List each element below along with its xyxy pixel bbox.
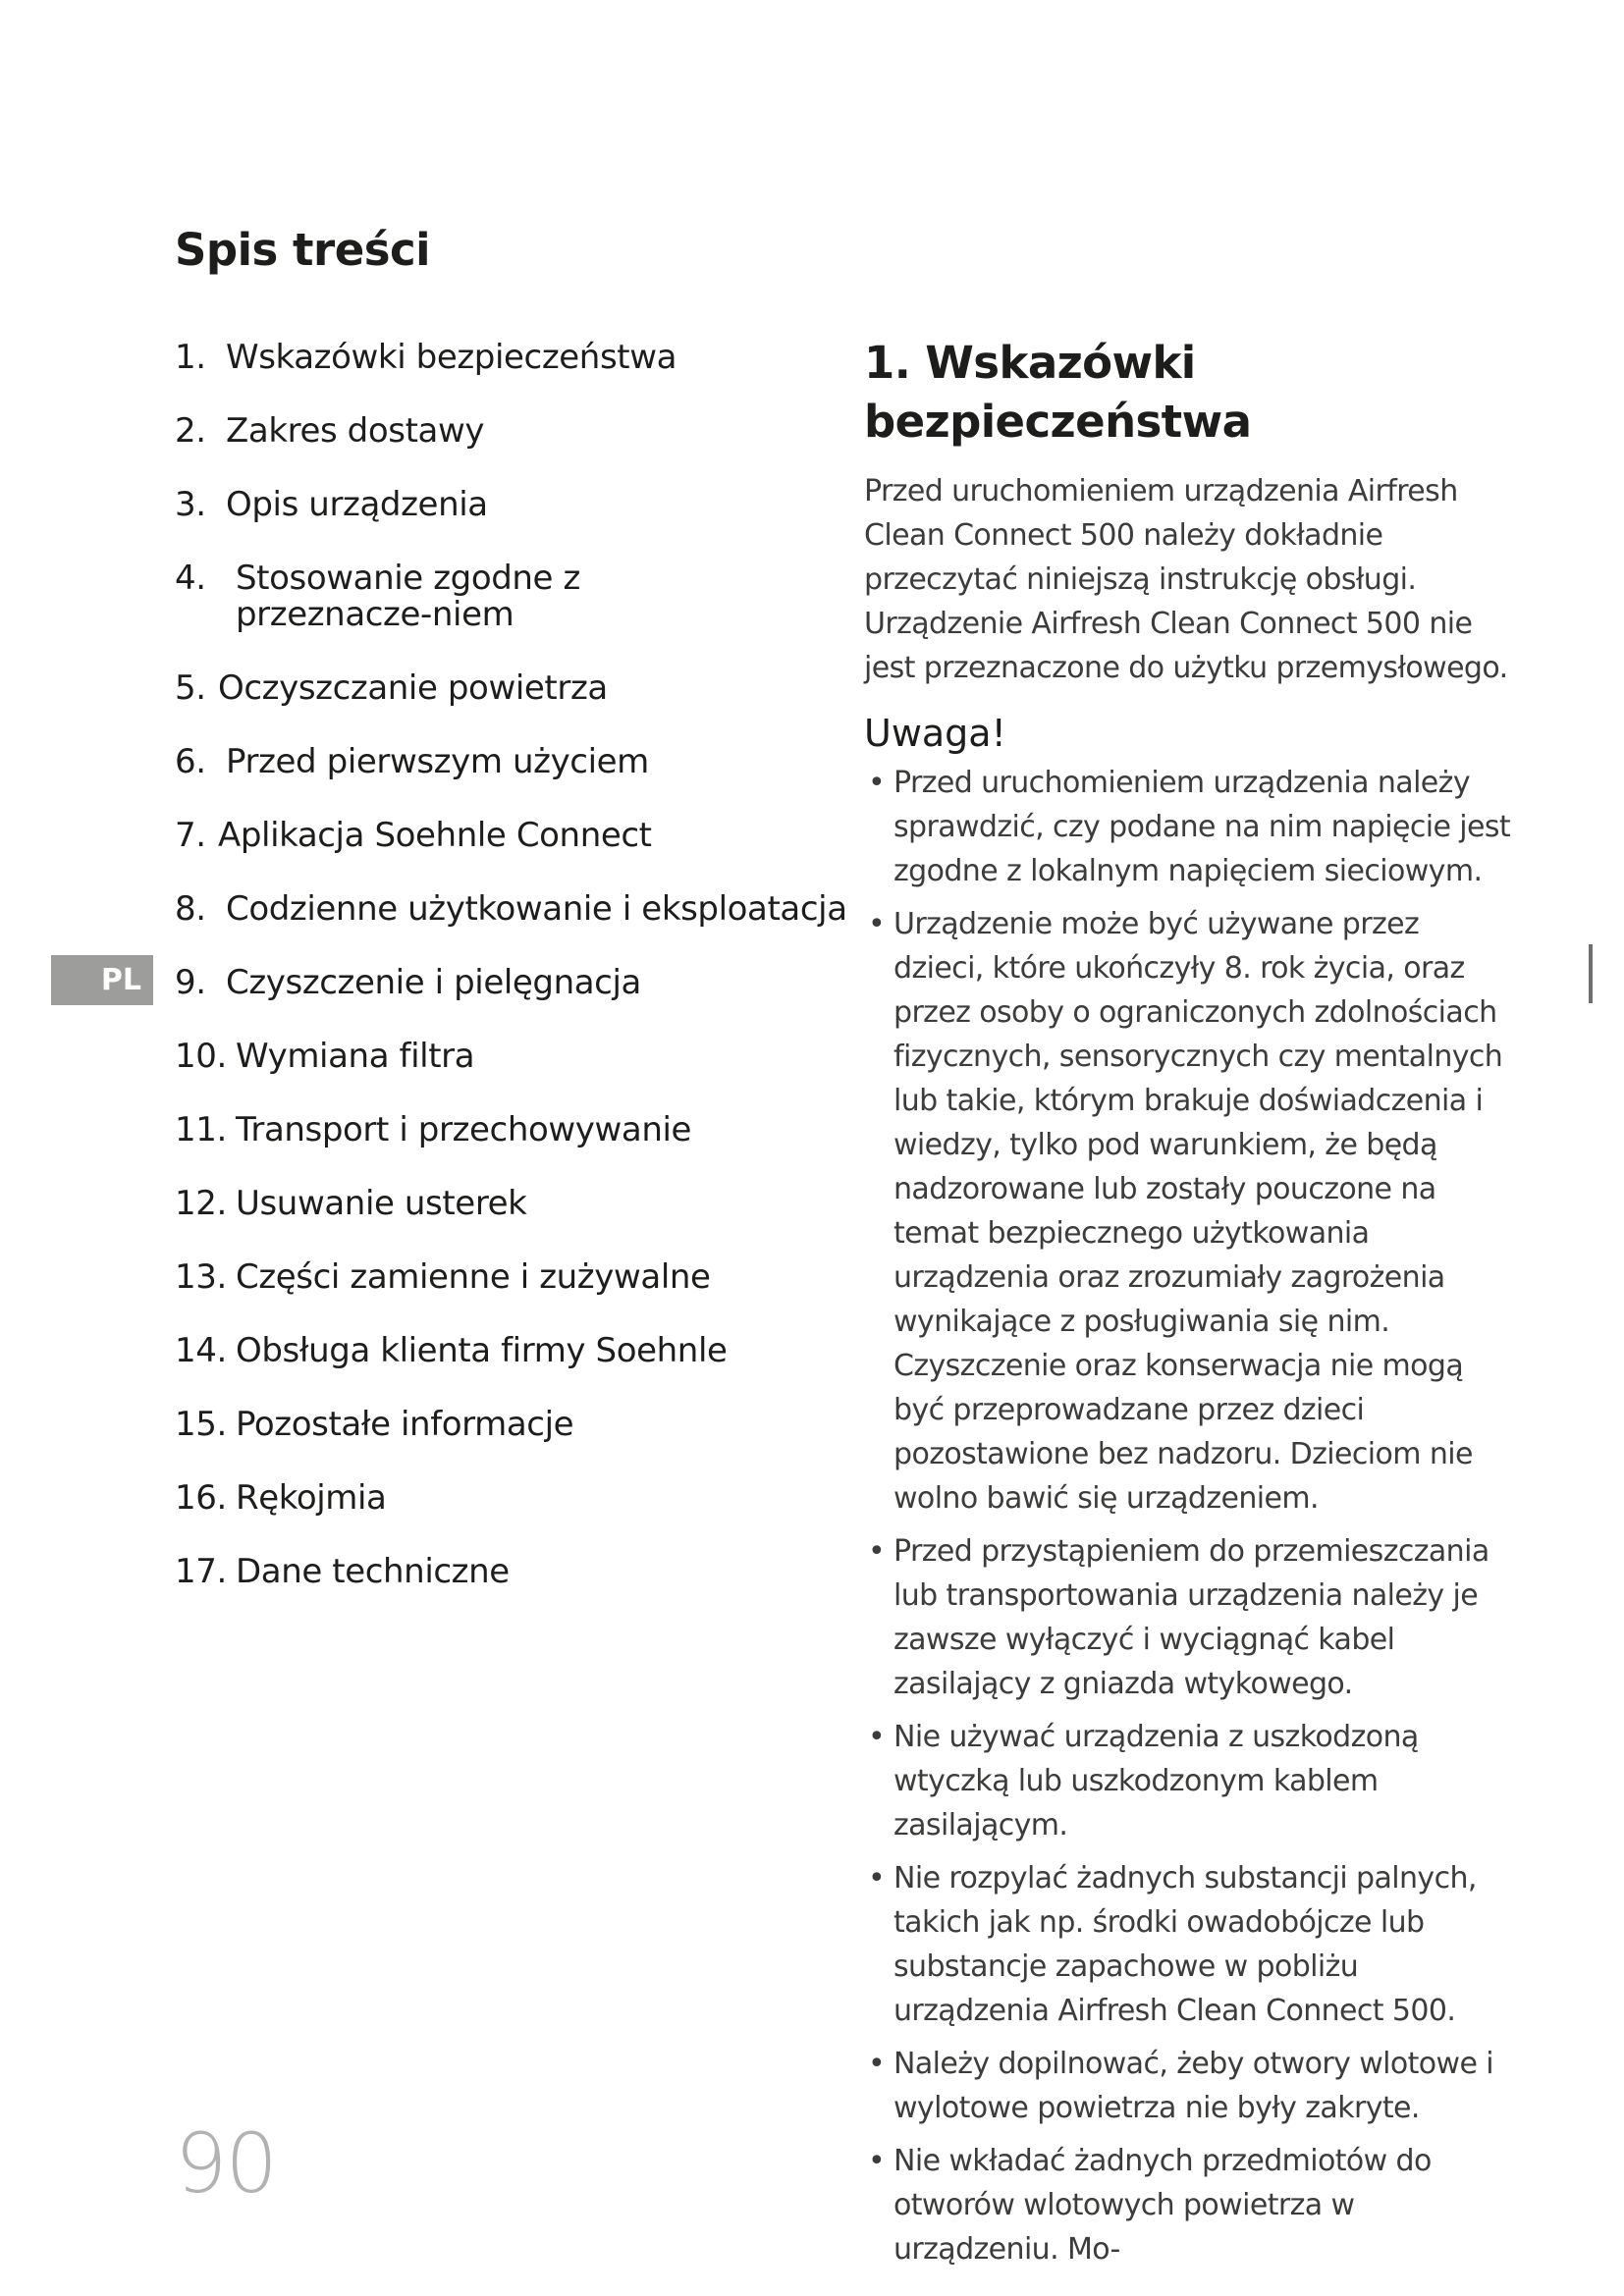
toc-item-number: 10. xyxy=(175,1037,227,1076)
toc-item-label: Pozostałe informacje xyxy=(236,1405,574,1444)
side-marker xyxy=(1589,944,1593,1003)
toc-item-number: 17. xyxy=(175,1552,227,1591)
toc-item-number: 16. xyxy=(175,1478,227,1518)
toc-item-label: Wymiana filtra xyxy=(236,1037,475,1076)
warning-text: Przed przystąpieniem do przemieszczania lub transportowania urządzenia należy je zawsze wyłączyć i wyciągnąć kabel zasilający z gniazda wtykowego. xyxy=(893,1534,1489,1701)
warning-text: Nie wkładać żadnych przedmiotów do otworów wlotowych powietrza w urządzeniu. Mo- xyxy=(893,2144,1432,2267)
toc-item[interactable] xyxy=(175,1480,823,1517)
toc-item[interactable] xyxy=(175,413,823,450)
toc-item-number: 13. xyxy=(175,1257,227,1297)
toc-item-label: Przed pierwszym użyciem xyxy=(226,742,649,781)
toc-item-label: Rękojmia xyxy=(236,1478,387,1518)
toc-list xyxy=(175,338,847,1628)
warning-item xyxy=(864,1715,1512,1847)
toc-item-number: 5. xyxy=(175,668,206,708)
toc-item[interactable] xyxy=(175,1259,823,1296)
toc-item-label: Aplikacja Soehnle Connect xyxy=(218,816,652,855)
toc-item-label: Części zamienne i zużywalne xyxy=(236,1257,711,1297)
warning-item xyxy=(864,761,1512,893)
warning-item xyxy=(864,902,1512,1521)
warning-text: Urządzenie może być używane przez dzieci, które ukończyły 8. rok życia, oraz przez osoby o ograniczonych zdolnościach fizycznych, sensorycznych czy mentalnych lub takie, którym brakuje doświadczenia i wiedzy, tylko pod warunkiem, że będą nadzorowane lub zostały pouczone na temat bezpiecznego użytkowania urządzenia oraz zrozumiały zagrożenia wynikające z posługiwania się nim. Czyszczenie oraz konserwacja nie mogą być przeprowadzane przez dzieci pozostawione bez nadzoru. Dzieciom nie wolno bawić się urządzeniem. xyxy=(893,907,1503,1516)
warning-list xyxy=(864,761,1512,2271)
toc-item-number: 1. xyxy=(175,338,206,377)
toc-item[interactable] xyxy=(175,670,823,707)
bullet-icon: • xyxy=(868,907,886,941)
warning-text: Nie rozpylać żadnych substancji palnych, takich jak np. środki owadobójcze lub substancje zapachowe w pobliżu urządzenia Airfresh Clean Connect 500. xyxy=(893,1861,1477,2028)
page-number: 90 xyxy=(175,2115,276,2212)
bullet-icon: • xyxy=(868,2047,886,2081)
toc-item-label: Wskazówki bezpieczeństwa xyxy=(226,338,677,377)
bullet-icon: • xyxy=(868,2144,886,2178)
toc-item-number: 8. xyxy=(175,889,206,929)
toc-item-label: Codzienne użytkowanie i eksploatacja xyxy=(226,889,847,929)
toc-item-number: 12. xyxy=(175,1184,227,1223)
toc-item-number: 15. xyxy=(175,1405,227,1444)
warning-heading: Uwaga! xyxy=(864,712,1006,755)
toc-item-label: Opis urządzenia xyxy=(226,485,488,524)
safety-section xyxy=(864,334,1512,2280)
toc-item[interactable] xyxy=(175,1039,823,1075)
toc-item[interactable] xyxy=(175,818,823,854)
toc-item-label: Czyszczenie i pielęgnacja xyxy=(226,963,641,1002)
toc-item-label: Oczyszczanie powietrza xyxy=(218,668,608,708)
section-intro: Przed uruchomieniem urządzenia Airfresh Clean Connect 500 należy dokładnie przeczytać niniejszą instrukcję obsługi. Urządzenie Airfresh Clean Connect 500 nie jest przeznaczone do użytku przemysłowego. xyxy=(864,474,1508,685)
toc-item-label: Usuwanie usterek xyxy=(236,1184,527,1223)
toc-item-label: Obsługa klienta firmy Soehnle xyxy=(236,1331,728,1370)
language-tab: PL xyxy=(51,955,153,1005)
warning-text: Nie używać urządzenia z uszkodzoną wtyczką lub uszkodzonym kablem zasilającym. xyxy=(893,1720,1419,1842)
toc-item-number: 11. xyxy=(175,1110,227,1149)
warning-item xyxy=(864,1856,1512,2033)
warning-item xyxy=(864,2139,1512,2271)
toc-item[interactable] xyxy=(175,1333,823,1369)
toc-item[interactable] xyxy=(175,1407,823,1443)
bullet-icon: • xyxy=(868,1534,886,1569)
toc-item[interactable] xyxy=(175,1554,823,1590)
toc-item-number: 9. xyxy=(175,963,206,1002)
toc-item-number: 6. xyxy=(175,742,206,781)
toc-item-label: Dane techniczne xyxy=(236,1552,510,1591)
section-heading: 1. Wskazówki bezpieczeństwa xyxy=(864,337,1252,448)
toc-item[interactable] xyxy=(175,487,823,523)
bullet-icon: • xyxy=(868,1720,886,1754)
toc-item-label: Stosowanie zgodne z przeznacze-niem xyxy=(236,559,580,634)
toc-item[interactable] xyxy=(175,965,823,1001)
toc-item-label: Transport i przechowywanie xyxy=(236,1110,692,1149)
toc-item[interactable] xyxy=(175,1112,823,1148)
toc-item-number: 14. xyxy=(175,1331,227,1370)
toc-item[interactable] xyxy=(175,561,823,633)
bullet-icon: • xyxy=(868,766,886,800)
toc-item-number: 3. xyxy=(175,485,206,524)
toc-title: Spis treści xyxy=(175,224,431,276)
toc-item-number: 7. xyxy=(175,816,206,855)
toc-item[interactable] xyxy=(175,889,847,929)
toc-item-number: 4. xyxy=(175,559,206,598)
warning-text: Należy dopilnować, żeby otwory wlotowe i wylotowe powietrza nie były zakryte. xyxy=(893,2047,1493,2125)
toc-item[interactable] xyxy=(175,744,823,780)
warning-item xyxy=(864,2042,1512,2130)
toc-item-label: Zakres dostawy xyxy=(226,411,485,451)
toc-item[interactable] xyxy=(175,340,823,376)
warning-item xyxy=(864,1529,1512,1706)
toc-item[interactable] xyxy=(175,1186,823,1222)
toc-item-number: 2. xyxy=(175,411,206,451)
bullet-icon: • xyxy=(868,1861,886,1896)
warning-text: Przed uruchomieniem urządzenia należy sprawdzić, czy podane na nim napięcie jest zgodne z lokalnym napięciem sieciowym. xyxy=(893,766,1511,888)
